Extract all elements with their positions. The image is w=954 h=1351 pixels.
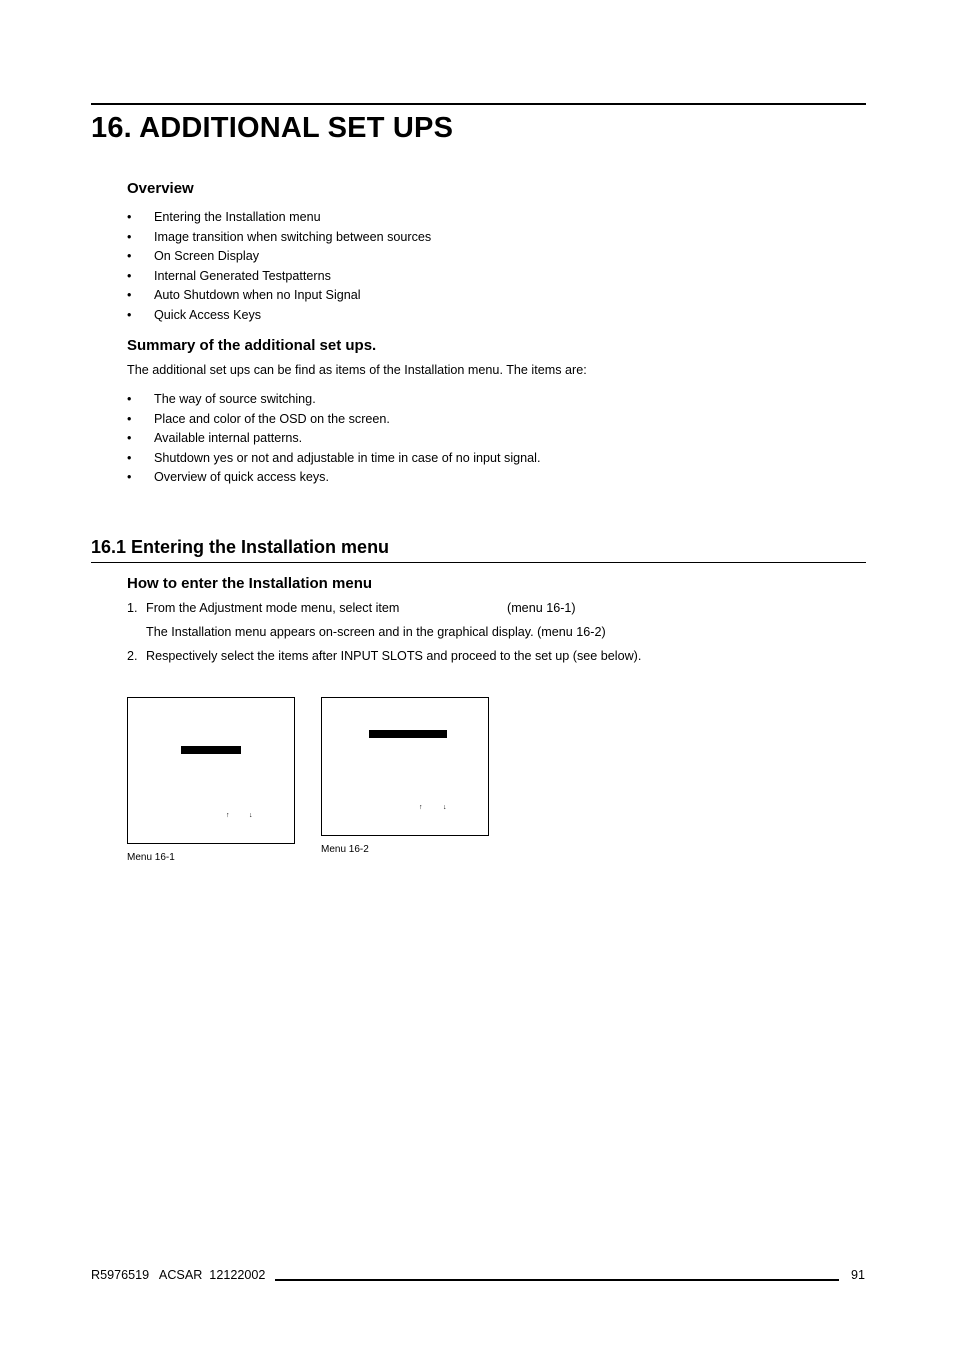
list-item: • Place and color of the OSD on the screen. xyxy=(127,411,390,426)
list-item: • Quick Access Keys xyxy=(127,307,262,322)
top-rule xyxy=(91,103,866,105)
arrow-down-icon: ↓ xyxy=(443,804,447,811)
page-number: 91 xyxy=(851,1268,866,1282)
list-item: • Overview of quick access keys. xyxy=(127,470,329,484)
list-item: • The way of source switching. xyxy=(127,392,316,406)
step-number: 2. xyxy=(127,649,138,663)
menu-16-2-caption: Menu 16-2 xyxy=(321,844,369,855)
menu-16-2-figure xyxy=(321,697,489,836)
footer-rule xyxy=(275,1279,839,1281)
list-item: • Auto Shutdown when no Input Signal xyxy=(127,288,361,302)
list-item: • Internal Generated Testpatterns xyxy=(127,268,331,283)
list-item: • Available internal patterns. xyxy=(127,431,303,445)
step-number: 1. xyxy=(127,601,138,615)
how-to-heading: How to enter the Installation menu xyxy=(127,575,373,592)
summary-heading: Summary of the additional set ups. xyxy=(127,337,377,354)
list-item: • Shutdown yes or not and adjustable in time in case of no input signal. xyxy=(127,450,541,465)
menu-16-1-figure xyxy=(127,697,295,844)
list-item: • On Screen Display xyxy=(127,249,259,263)
step-text: From the Adjustment mode menu, select item xyxy=(146,601,400,615)
footer-doc-ref: R5976519 ACSAR 12122002 xyxy=(91,1268,266,1282)
overview-list xyxy=(127,208,431,325)
step-text: The Installation menu appears on-screen and in the graphical display. (menu 16-2) xyxy=(146,625,606,639)
step-text: Respectively select the items after INPUT SLOTS and proceed to the set up (see below). xyxy=(146,649,642,663)
section-rule xyxy=(91,562,866,563)
list-item: • Image transition when switching between sources xyxy=(127,229,432,244)
arrow-up-icon: ↑ xyxy=(419,804,423,811)
chapter-title: 16. ADDITIONAL SET UPS xyxy=(91,112,454,144)
summary-list xyxy=(127,390,540,488)
list-item: • Entering the Installation menu xyxy=(127,210,321,224)
section-title: 16.1 Entering the Installation menu xyxy=(91,537,390,557)
arrow-down-icon: ↓ xyxy=(249,812,253,819)
arrow-up-icon: ↑ xyxy=(226,812,230,819)
menu-highlight-bar xyxy=(369,730,447,738)
menu-16-1-caption: Menu 16-1 xyxy=(127,852,175,863)
overview-heading: Overview xyxy=(127,180,194,197)
summary-intro: The additional set ups can be find as items of the Installation menu. The items are: xyxy=(127,363,587,377)
step-menu-ref: (menu 16-1) xyxy=(507,601,576,615)
menu-highlight-bar xyxy=(181,746,241,754)
